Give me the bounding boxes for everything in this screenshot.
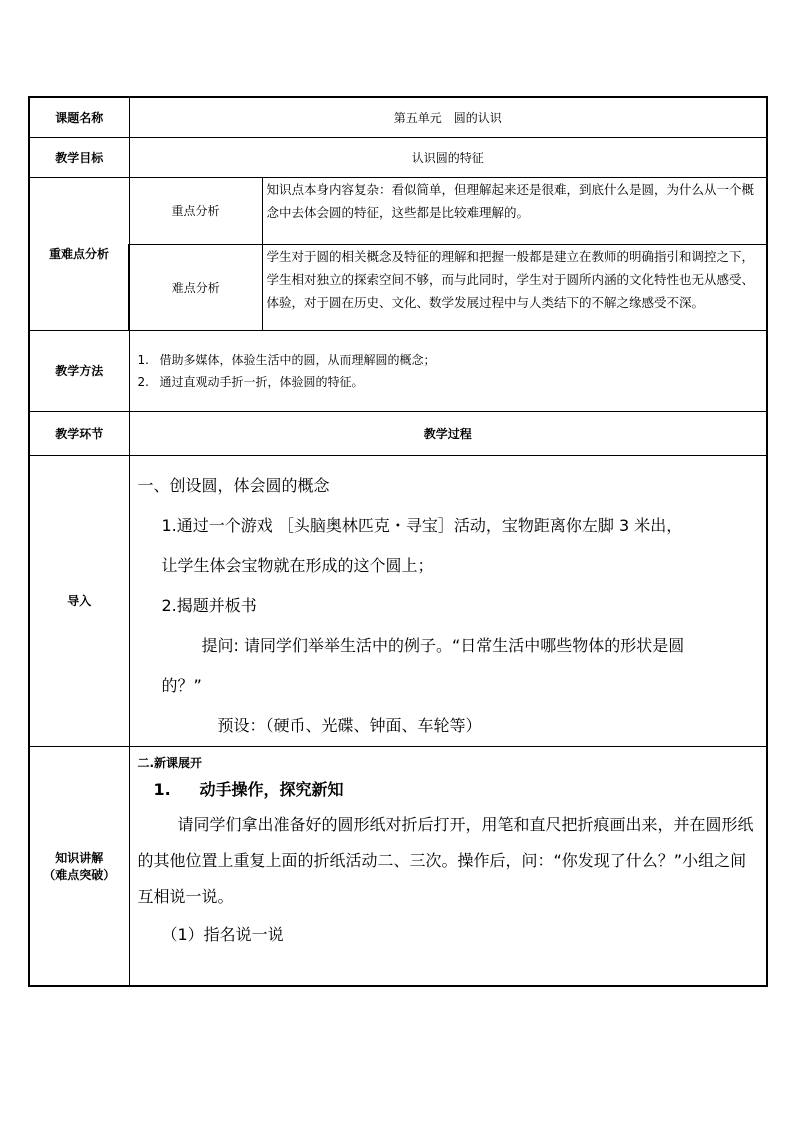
intro-line: 的？”: [161, 675, 202, 695]
knowledge-label-main: 知识讲解: [55, 850, 104, 865]
course-name-value: 第五单元 圆的认识: [129, 97, 767, 137]
goal-label: 教学目标: [29, 137, 129, 177]
row-course-name: [29, 97, 767, 137]
goal-value: 认识圆的特征: [129, 137, 767, 177]
lesson-plan-table: [28, 96, 768, 987]
method-list: [129, 330, 767, 411]
section-heading: 二.新课展开: [137, 755, 203, 770]
difficulty-label: 难点分析: [129, 244, 262, 330]
row-focus: [29, 177, 767, 244]
row-goal: [29, 137, 767, 177]
knowledge-label: [29, 746, 129, 986]
knowledge-content: [129, 746, 767, 986]
difficulty-text: 学生对于圆的相关概念及特征的理解和把握一般都是建立在教师的明确指引和调控之下，学生相对独立的探索空间不够，而与此同时，学生对于圆所内涵的文化特性也无从感受、体验，对于圆在历史、文化、数学发展过程中与人类结下的不解之缘感受不深。: [262, 244, 767, 330]
row-method: [29, 330, 767, 411]
step-heading: 1. 动手操作，探究新知: [153, 779, 344, 799]
method-label: 教学方法: [29, 330, 129, 411]
focus-text: 知识点本身内容复杂：看似简单，但理解起来还是很难，到底什么是圆，为什么从一个概念中去体会圆的特征，这些都是比较难理解的。: [262, 177, 767, 244]
row-knowledge: [29, 746, 767, 986]
stage-label: 教学环节: [29, 411, 129, 455]
intro-label: 导入: [29, 455, 129, 746]
row-difficulty: [29, 244, 767, 330]
step-paragraph: 请同学们拿出准备好的圆形纸对折后打开，用笔和直尺把折痕画出来，并在圆形纸的其他位置上重复上面的折纸活动二、三次。操作后，问：“你发现了什么？”小组之间互相说一说。: [137, 814, 754, 906]
sub-item: （1）指名说一说: [161, 924, 284, 944]
intro-line: 预设：（硬币、光碟、钟面、车轮等）: [217, 715, 482, 735]
intro-line: 一、创设圆，体会圆的概念: [137, 475, 330, 495]
intro-line: 1.通过一个游戏 ［头脑奥林匹克・寻宝］活动，宝物距离你左脚 3 米出，: [161, 515, 683, 535]
intro-line: 提问: 请同学们举举生活中的例子。“日常生活中哪些物体的形状是圆: [201, 635, 685, 655]
row-intro: [29, 455, 767, 746]
key-points-label: 重难点分析: [29, 177, 129, 330]
row-stage: [29, 411, 767, 455]
knowledge-label-sub: （难点突破）: [43, 867, 116, 882]
method-item: 1. 借助多媒体，体验生活中的圆，从而理解圆的概念；: [137, 352, 436, 367]
intro-line: 让学生体会宝物就在形成的这个圆上；: [161, 555, 434, 575]
intro-line: 2.揭题并板书: [161, 595, 257, 615]
stage-value: 教学过程: [129, 411, 767, 455]
intro-content: [129, 455, 767, 746]
method-item: 2. 通过直观动手折一折，体验圆的特征。: [137, 374, 364, 389]
course-name-label: 课题名称: [29, 97, 129, 137]
focus-label: 重点分析: [129, 177, 262, 244]
